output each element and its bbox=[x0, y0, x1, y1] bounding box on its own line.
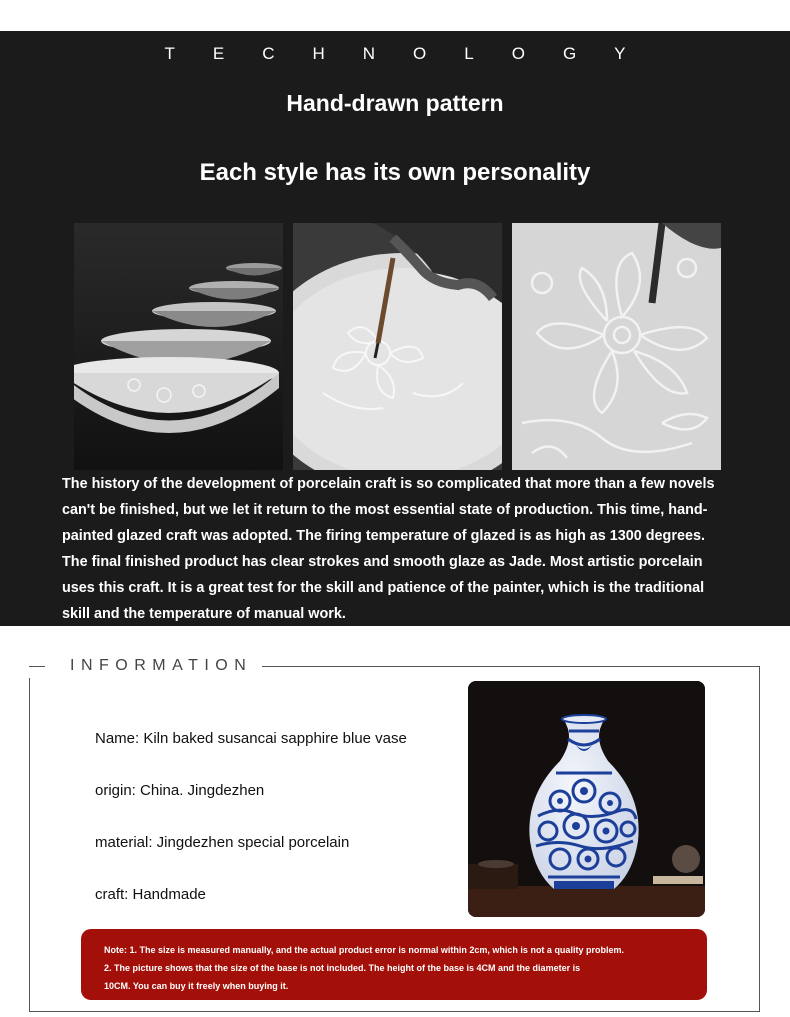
description-line: The final finished product has clear strokes and smooth glaze as Jade. Most artistic porcelain bbox=[62, 554, 703, 570]
section-subtitle: Each style has its own personality bbox=[199, 159, 591, 186]
note-line: 10CM. You can buy it freely when buying it. bbox=[104, 981, 289, 991]
description-line: painted glazed craft was adopted. The firing temperature of glazed is as high as 1300 degrees. bbox=[62, 528, 705, 544]
description-line: skill and the temperature of manual work. bbox=[62, 606, 346, 622]
vase-photo bbox=[468, 681, 705, 917]
technology-description bbox=[62, 471, 732, 627]
info-name: Name: Kiln baked susancai sapphire blue vase bbox=[95, 730, 407, 747]
note-line: Note: 1. The size is measured manually, and the actual product error is normal within 2cm, which is not a quality problem. bbox=[104, 945, 624, 955]
section-title: Hand-drawn pattern bbox=[286, 90, 504, 116]
flower-pattern-photo bbox=[512, 223, 721, 470]
frame-top-line bbox=[262, 666, 275, 667]
bowls-photo bbox=[74, 223, 283, 470]
note-box bbox=[81, 929, 707, 1000]
technology-label: TECHNOLOGY bbox=[164, 44, 664, 63]
frame-corner-line bbox=[29, 666, 45, 667]
description-line: uses this craft. It is a great test for the skill and patience of the painter, which is the traditional bbox=[62, 580, 705, 596]
information-label: INFORMATION bbox=[70, 657, 253, 674]
technology-section bbox=[0, 31, 790, 626]
painting-plate-photo bbox=[293, 223, 502, 470]
note-line: 2. The picture shows that the size of the base is not included. The height of the base is 4CM and the diameter is bbox=[104, 963, 581, 973]
info-craft: craft: Handmade bbox=[95, 886, 206, 903]
description-line: can't be finished, but we let it return to the most essential state of production. This time, hand- bbox=[62, 502, 708, 518]
description-line: The history of the development of porcelain craft is so complicated that more than a few novels bbox=[62, 476, 715, 492]
info-origin: origin: China. Jingdezhen bbox=[95, 782, 265, 799]
info-material: material: Jingdezhen special porcelain bbox=[95, 834, 350, 851]
